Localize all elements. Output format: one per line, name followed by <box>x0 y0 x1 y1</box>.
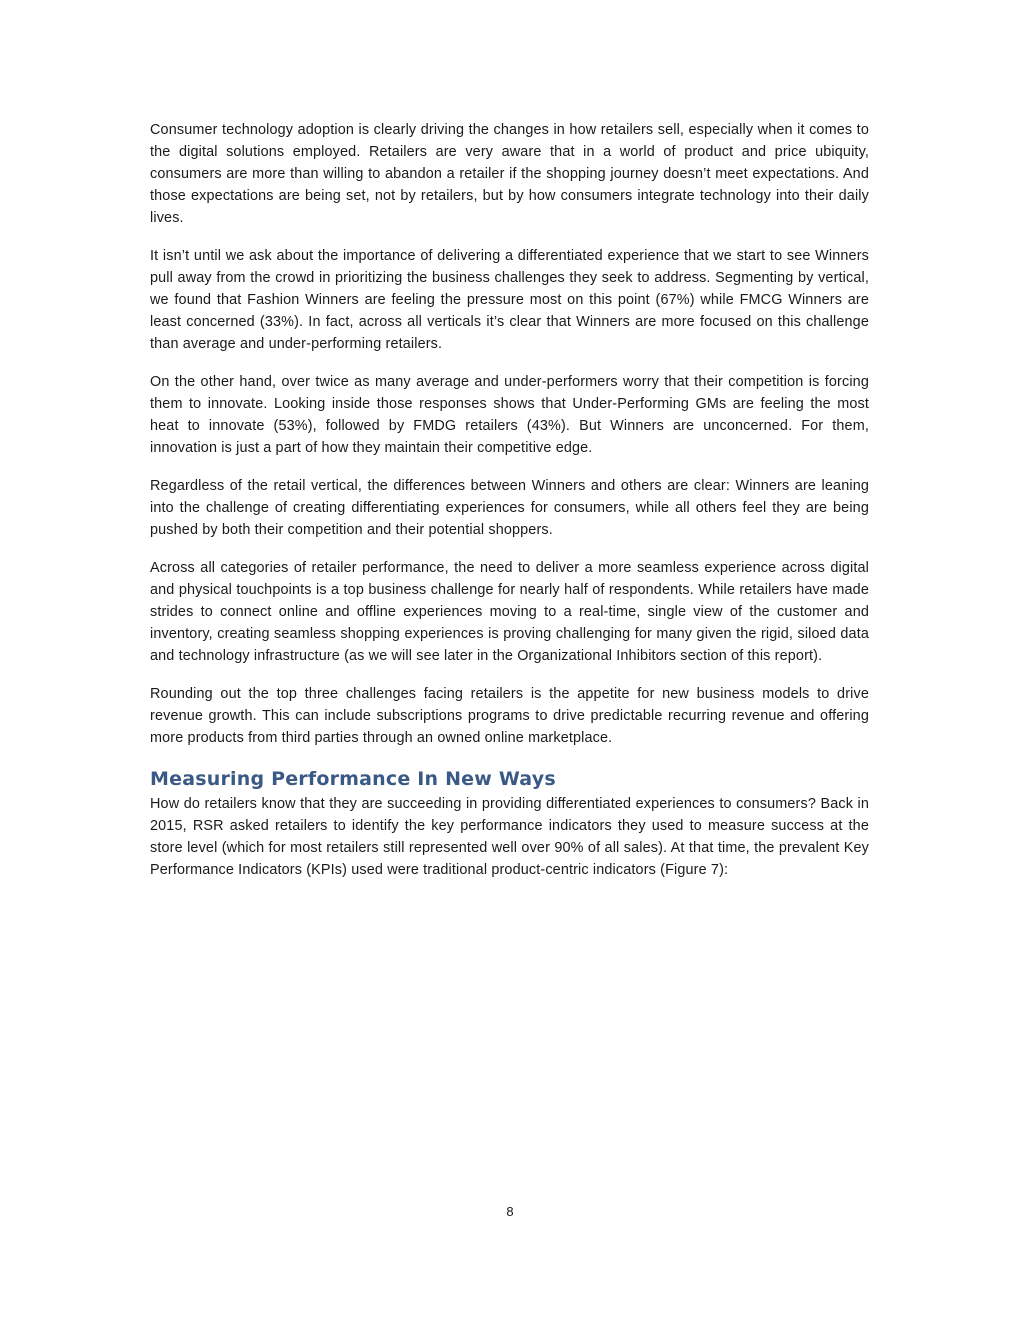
paragraph-measuring-performance: How do retailers know that they are succeeding in providing differentiated experiences to consumers? Back in 2015, RSR asked retailers to identify the key performance indicators they used to measure success at the store level (which for most retailers still represented well over 90% of all sales). At that time, the prevalent Key Performance Indicators (KPIs) used were traditional product-centric indicators (Figure 7): <box>150 796 869 878</box>
section-heading: Measuring Performance In New Ways <box>150 768 556 790</box>
page-content <box>150 119 869 897</box>
page-number: 8 <box>506 1204 514 1219</box>
paragraph-winners-vs-others: Regardless of the retail vertical, the differences between Winners and others are clear: Winners are leaning into the challenge of creating differentiating experiences for consumers, while all others feel they are being pushed by both their competition and their potential shoppers. <box>150 478 869 538</box>
paragraph-competition-innovation: On the other hand, over twice as many average and under-performers worry that their competition is forcing them to innovate. Looking inside those responses shows that Under-Performing GMs are feeling the most heat to innovate (53%), followed by FMDG retailers (43%). But Winners are unconcerned. For them, innovation is just a part of how they maintain their competitive edge. <box>150 374 869 456</box>
paragraph-differentiated-experience: It isn’t until we ask about the importance of delivering a differentiated experience that we start to see Winners pull away from the crowd in prioritizing the business challenges they seek to address. Segmenting by vertical, we found that Fashion Winners are feeling the pressure most on this point (67%) while FMCG Winners are least concerned (33%). In fact, across all verticals it’s clear that Winners are more focused on this challenge than average and under-performing retailers. <box>150 248 869 352</box>
paragraph-seamless-experience: Across all categories of retailer performance, the need to deliver a more seamless experience across digital and physical touchpoints is a top business challenge for nearly half of respondents. While retailers have made strides to connect online and offline experiences moving to a real-time, single view of the customer and inventory, creating seamless shopping experiences is proving challenging for many given the rigid, siloed data and technology infrastructure (as we will see later in the Organizational Inhibitors section of this report). <box>150 560 869 664</box>
paragraph-new-business-models: Rounding out the top three challenges facing retailers is the appetite for new business models to drive revenue growth. This can include subscriptions programs to drive predictable recurring revenue and offering more products from third parties through an owned online marketplace. <box>150 686 869 746</box>
paragraph-technology-adoption: Consumer technology adoption is clearly driving the changes in how retailers sell, especially when it comes to the digital solutions employed. Retailers are very aware that in a world of product and price ubiquity, consumers are more than willing to abandon a retailer if the shopping journey doesn’t meet expectations. And those expectations are being set, not by retailers, but by how consumers integrate technology into their daily lives. <box>150 122 869 226</box>
